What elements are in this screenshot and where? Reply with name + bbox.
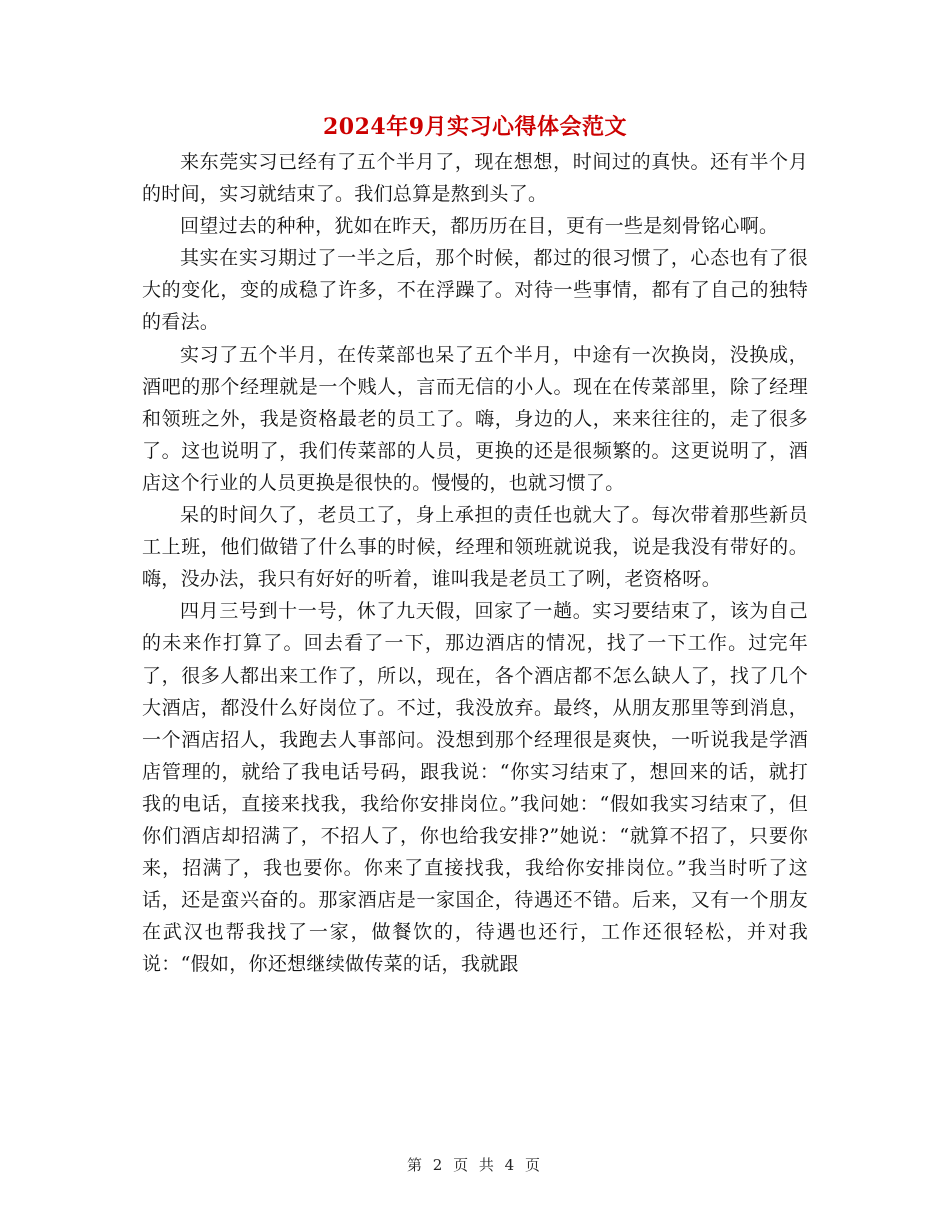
document-title: 2024年9月实习心得体会范文 — [322, 114, 628, 140]
paragraph: 实习了五个半月，在传菜部也呆了五个半月，中途有一次换岗，没换成，酒吧的那个经理就是一个贱人，言而无信的小人。现在在传菜部里，除了经理和领班之外，我是资格最老的员工了。嗨，身边的人，来来往往的，走了很多了。这也说明了，我们传菜部的人员，更换的还是很频繁的。这更说明了，酒店这个行业的人员更换是很快的。慢慢的，也就习惯了。 — [142, 343, 808, 494]
page-footer: 第 2 页 共 4 页 — [407, 1156, 543, 1174]
paragraph: 回望过去的种种，犹如在昨天，都历历在目，更有一些是刻骨铭心啊。 — [180, 215, 779, 238]
document-body — [142, 146, 808, 980]
paragraph: 四月三号到十一号，休了九天假，回家了一趟。实习要结束了，该为自己的未来作打算了。回去看了一下，那边酒店的情况，找了一下工作。过完年了，很多人都出来工作了，所以，现在，各个酒店都不怎么缺人了，找了几个大酒店，都没什么好岗位了。不过，我没放弃。最终，从朋友那里等到消息，一个酒店招人，我跑去人事部问。没想到那个经理很是爽快，一听说我是学酒店管理的，就给了我电话号码，跟我说：“你实习结束了，想回来的话，就打我的电话，直接来找我，我给你安排岗位。”我问她：“假如我实习结束了，但你们酒店却招满了，不招人了，你也给我安排?”她说：“就算不招了，只要你来，招满了，我也要你。你来了直接找我，我给你安排岗位。”我当时听了这话，还是蛮兴奋的。那家酒店是一家国企，待遇还不错。后来，又有一个朋友在武汉也帮我找了一家，做餐饮的，待遇也还行，工作还很轻松，并对我说：“假如，你还想继续做传菜的话，我就跟 — [142, 600, 808, 976]
paragraph: 来东莞实习已经有了五个半月了，现在想想，时间过的真快。还有半个月的时间，实习就结束了。我们总算是熬到头了。 — [142, 151, 808, 206]
paragraph: 呆的时间久了，老员工了，身上承担的责任也就大了。每次带着那些新员工上班，他们做错了什么事的时候，经理和领班就说我，说是我没有带好的。嗨，没办法，我只有好好的听着，谁叫我是老员工了咧，老资格呀。 — [142, 504, 808, 591]
paragraph: 其实在实习期过了一半之后，那个时候，都过的很习惯了，心态也有了很大的变化，变的成稳了许多，不在浮躁了。对待一些事情，都有了自己的独特的看法。 — [142, 247, 808, 334]
